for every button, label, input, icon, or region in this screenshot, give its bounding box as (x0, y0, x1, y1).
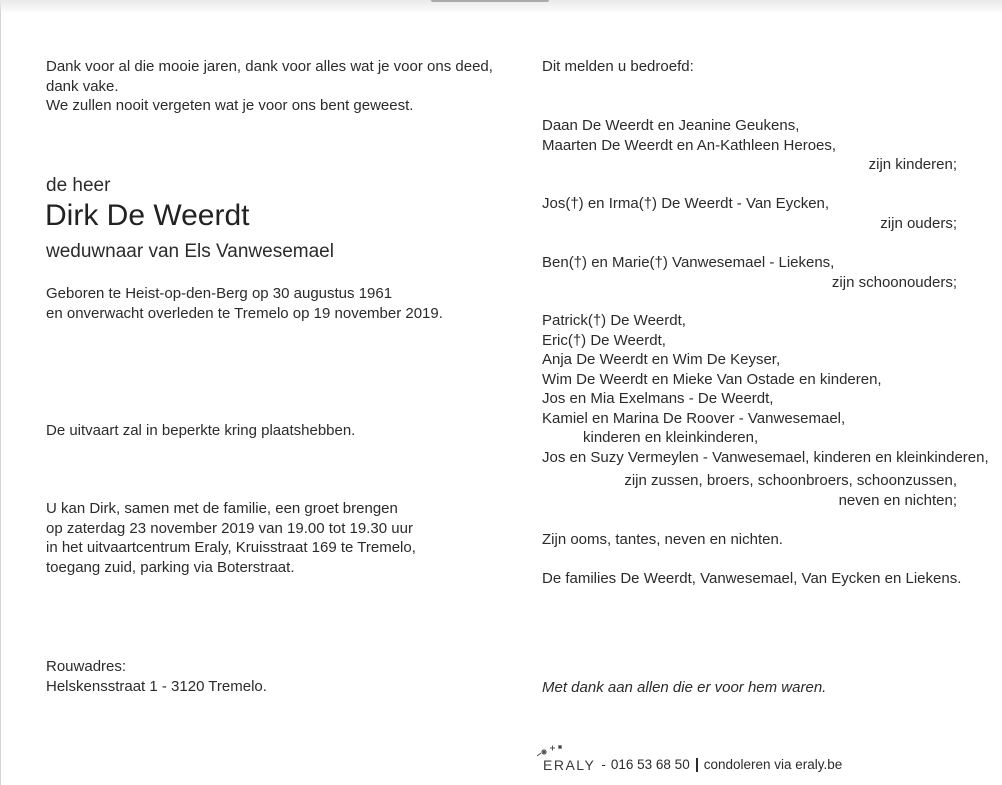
children-relation: zijn kinderen; (868, 156, 957, 173)
sibling-line-indented: kinderen en kleinkinderen, (583, 429, 759, 446)
top-scroll-tab (431, 0, 549, 2)
footer-separator: - (601, 757, 606, 772)
thanks-line: Met dank aan allen die er voor hem waren. (542, 679, 827, 696)
birth-death-info (46, 284, 443, 323)
top-shadow (0, 0, 1002, 14)
siblings-relation: neven en nichten; (838, 491, 957, 509)
address-value: Helskensstraat 1 - 3120 Tremelo. (46, 677, 267, 695)
announcement-heading: Dit melden u bedroefd: (542, 58, 694, 75)
sibling-line: Eric(†) De Weerdt, (542, 331, 666, 349)
eraly-logo (537, 744, 595, 772)
widower-line: weduwnaar van Els Vanwesemael (46, 241, 334, 262)
born-line: Geboren te Heist-op-den-Berg op 30 augustus 1961 (46, 285, 393, 302)
intro-text (46, 57, 493, 116)
footer-condolence-link[interactable]: condoleren via eraly.be (703, 757, 843, 772)
parents-line: Jos(†) en Irma(†) De Weerdt - Van Eycken, (542, 195, 830, 212)
visit-line: U kan Dirk, samen met de familie, een groet brengen (46, 500, 398, 517)
footer-divider (696, 758, 698, 772)
mourning-address (46, 657, 267, 696)
siblings-relation: zijn zussen, broers, schoonbroers, schoonzussen, (624, 472, 957, 489)
sibling-line: Patrick(†) De Weerdt, (542, 312, 686, 329)
families-line: De families De Weerdt, Vanwesemael, Van Eycken en Liekens. (542, 570, 962, 587)
intro-line: We zullen nooit vergeten wat je voor ons bent geweest. (46, 97, 414, 114)
intro-line: Dank voor al die mooie jaren, dank voor alles wat je voor ons deed, (46, 58, 493, 75)
parents-group (542, 194, 957, 233)
inlaws-group (542, 253, 957, 292)
visit-line: in het uitvaartcentrum Eraly, Kruisstraat 169 te Tremelo, (46, 539, 416, 556)
page-border (0, 0, 1, 785)
deceased-name: Dirk De Weerdt (45, 199, 250, 232)
visit-line: toegang zuid, parking via Boterstraat. (46, 558, 295, 576)
child-line: Maarten De Weerdt en An-Kathleen Heroes, (542, 136, 837, 154)
uncles-aunts-line: Zijn ooms, tantes, neven en nichten. (542, 531, 783, 548)
footer (537, 742, 842, 772)
sibling-line: Anja De Weerdt en Wim De Keyser, (542, 351, 781, 368)
children-group (542, 116, 957, 175)
address-label: Rouwadres: (46, 658, 127, 675)
sparkle-icon (537, 744, 571, 758)
sibling-line: Jos en Suzy Vermeylen - Vanwesemael, kinderen en kleinkinderen, (542, 448, 989, 466)
logo-wordmark: ERALY (543, 757, 596, 773)
sibling-line: Jos en Mia Exelmans - De Weerdt, (542, 390, 774, 407)
title-prefix: de heer (46, 175, 111, 196)
footer-phone: 016 53 68 50 (610, 757, 690, 772)
siblings-group (542, 311, 989, 510)
inlaws-line: Ben(†) en Marie(†) Vanwesemael - Liekens, (542, 254, 835, 271)
visitation-info (46, 499, 416, 577)
intro-line: dank vake. (46, 77, 119, 95)
sibling-line: Kamiel en Marina De Roover - Vanwesemael, (542, 409, 846, 427)
inlaws-relation: zijn schoonouders; (831, 273, 957, 291)
funeral-notice: De uitvaart zal in beperkte kring plaatshebben. (46, 422, 356, 439)
visit-line: op zaterdag 23 november 2019 van 19.00 tot 19.30 uur (46, 519, 413, 537)
child-line: Daan De Weerdt en Jeanine Geukens, (542, 117, 800, 134)
parents-relation: zijn ouders; (880, 214, 957, 232)
died-line: en onverwacht overleden te Tremelo op 19 november 2019. (46, 304, 443, 322)
sibling-line: Wim De Weerdt en Mieke Van Ostade en kinderen, (542, 370, 882, 388)
